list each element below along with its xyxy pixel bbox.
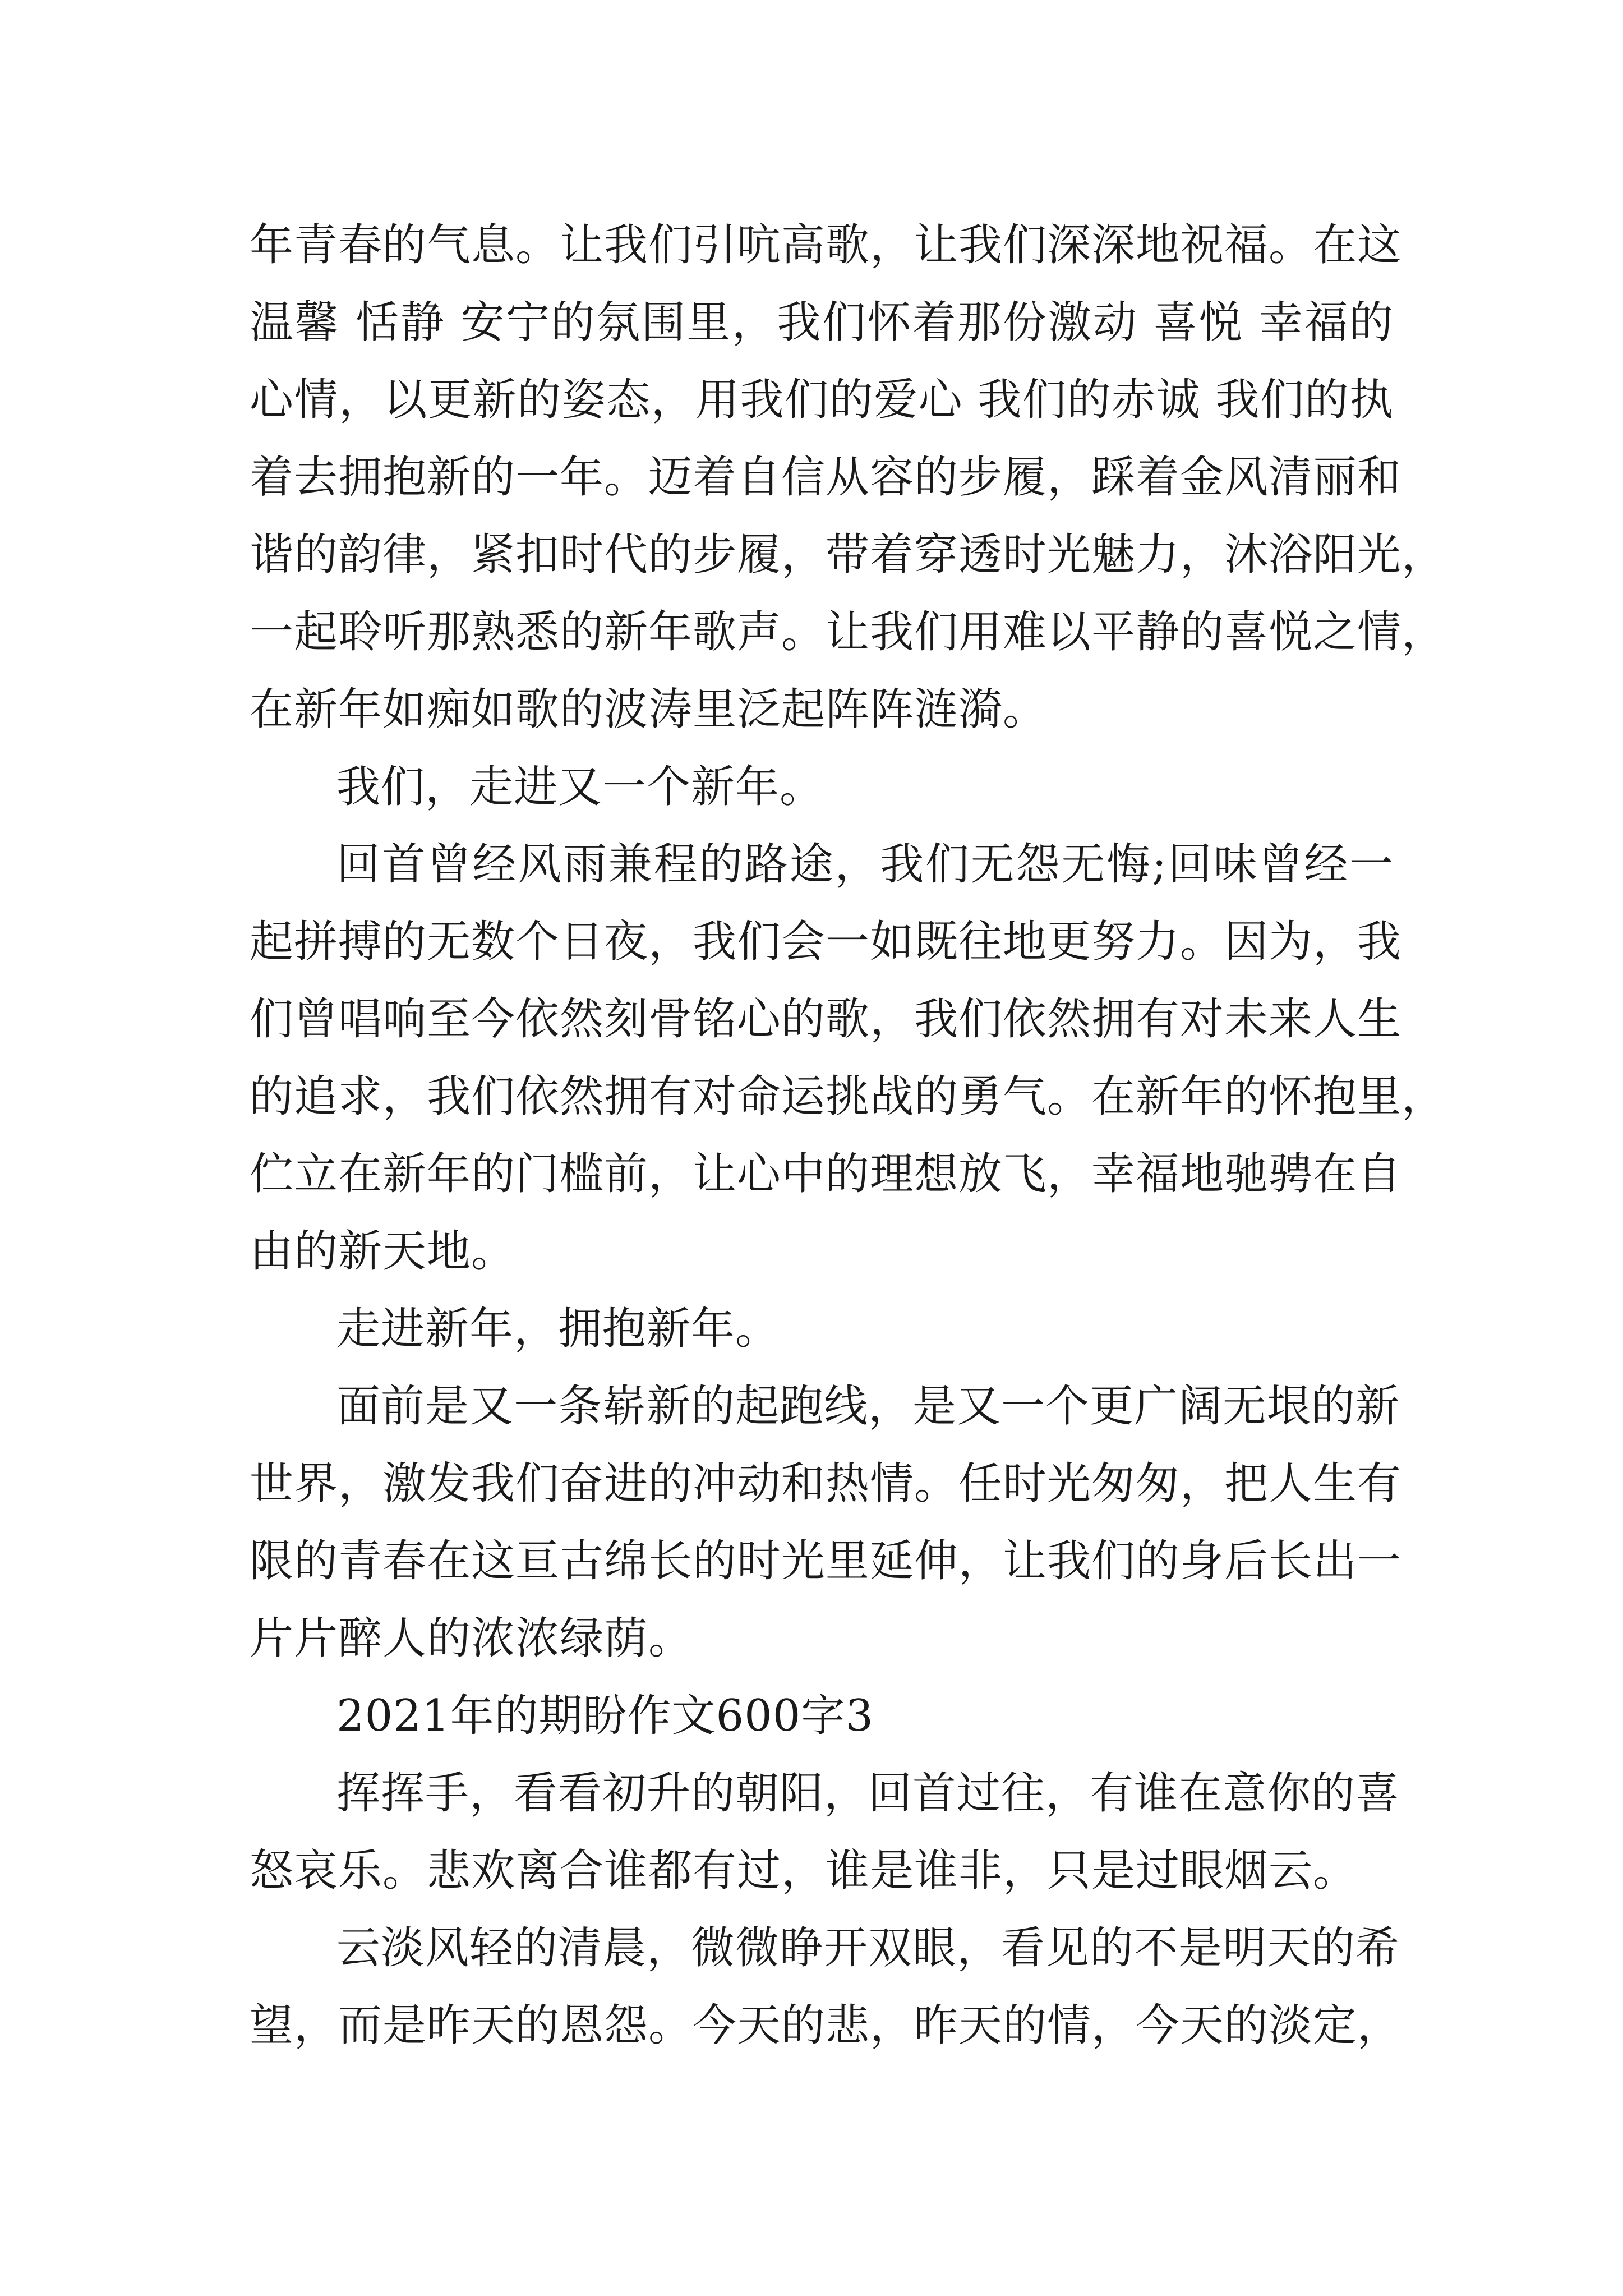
- text-line: 温馨 恬静 安宁的氛围里，我们怀着那份激动 喜悦 幸福的: [250, 297, 1394, 348]
- text-line: 谐的韵律，紧扣时代的步履，带着穿透时光魅力，沐浴阳光，: [250, 530, 1446, 580]
- text-line: 心情，以更新的姿态，用我们的爱心 我们的赤诚 我们的执: [250, 375, 1394, 425]
- paragraph-line: 挥挥手，看看初升的朝阳，回首过往，有谁在意你的喜: [336, 1768, 1400, 1819]
- paragraph-line: 走进新年，拥抱新年。: [336, 1304, 780, 1354]
- text-line: 一起聆听那熟悉的新年歌声。让我们用难以平静的喜悦之情，: [250, 607, 1446, 657]
- text-line: 在新年如痴如歌的波涛里泛起阵阵涟漪。: [250, 684, 1048, 735]
- text-line: 限的青春在这亘古绵长的时光里延伸，让我们的身后长出一: [250, 1536, 1402, 1586]
- text-line: 的追求，我们依然拥有对命运挑战的勇气。在新年的怀抱里，: [250, 1071, 1446, 1122]
- text-line: 们曾唱响至今依然刻骨铭心的歌，我们依然拥有对未来人生: [250, 994, 1402, 1045]
- text-line: 着去拥抱新的一年。迈着自信从容的步履，踩着金风清丽和: [250, 452, 1402, 503]
- text-line: 世界，激发我们奋进的冲动和热情。任时光匆匆，把人生有: [250, 1458, 1402, 1509]
- text-line: 片片醉人的浓浓绿荫。: [250, 1613, 693, 1664]
- document-body: [250, 206, 1446, 2064]
- section-heading: 2021年的期盼作文600字3: [336, 1691, 874, 1741]
- text-line: 伫立在新年的门槛前，让心中的理想放飞，幸福地驰骋在自: [250, 1149, 1402, 1199]
- paragraph-line: 回首曾经风雨兼程的路途，我们无怨无悔;回味曾经一: [336, 839, 1394, 890]
- paragraph-line: 我们，走进又一个新年。: [336, 762, 824, 812]
- paragraph-line: 面前是又一条崭新的起跑线，是又一个更广阔无垠的新: [336, 1381, 1400, 1432]
- paragraph-line: 云淡风轻的清晨，微微睁开双眼，看见的不是明天的希: [336, 1923, 1400, 1973]
- text-line: 怒哀乐。悲欢离合谁都有过，谁是谁非，只是过眼烟云。: [250, 1846, 1358, 1896]
- text-line: 由的新天地。: [250, 1226, 516, 1277]
- text-line: 起拼搏的无数个日夜，我们会一如既往地更努力。因为，我: [250, 917, 1402, 967]
- text-line: 望，而是昨天的恩怨。今天的悲，昨天的情，今天的淡定，: [250, 2000, 1402, 2051]
- text-line: 年青春的气息。让我们引吭高歌，让我们深深地祝福。在这: [250, 220, 1402, 270]
